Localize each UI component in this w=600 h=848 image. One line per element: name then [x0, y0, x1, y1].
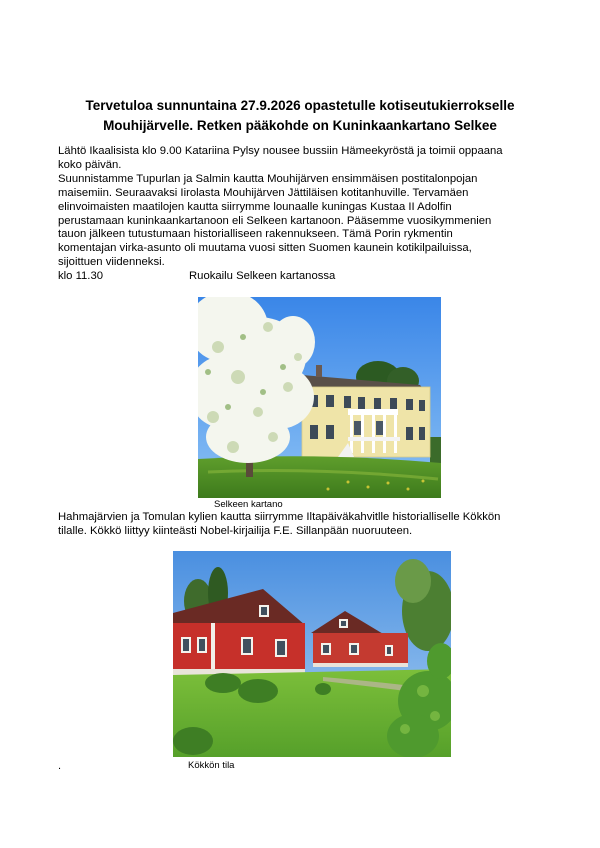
title-line-1: Tervetuloa sunnuntaina 27.9.2026 opastetulle kotiseutukierrokselle — [85, 98, 515, 113]
text-line: sijoittuen viidenneksi. — [58, 256, 165, 269]
afternoon-paragraph — [58, 511, 500, 539]
kokko-photo-caption: Kökkön tila — [188, 760, 235, 771]
stray-dot: . — [58, 760, 62, 772]
schedule-event: Ruokailu Selkeen kartanossa — [189, 270, 336, 282]
kokko-farm-photo — [173, 551, 451, 757]
text-line: tauon jälkeen tutustumaan historialliseen rakennukseen. Tämä Porin rykmentin — [58, 228, 453, 241]
text-line: tilalle. Kökkö liittyy kiinteästi Nobel-kirjailija F.E. Sillanpään nuoruuteen. — [58, 524, 413, 537]
text-line: Hahmajärvien ja Tomulan kylien kautta siirrymme Iltapäiväkahvitlle historialliselle Kökkön — [58, 511, 501, 523]
text-line: elinvoimaisten maatilojen kautta siirrymme lounaalle kuningas Kustaa II Adolfin — [58, 200, 452, 213]
page-title — [50, 96, 550, 136]
title-line-2: Mouhijärvelle. Retken pääkohde on Kuninkaankartano Selkee — [103, 118, 497, 133]
text-line: Lähtö Ikaalisista klo 9.00 Katariina Pylsy nousee bussiin Hämeekyröstä ja toimii oppaana — [58, 145, 503, 157]
selkee-photo-caption: Selkeen kartano — [214, 499, 283, 510]
text-line: perustamaan kuninkaankartanoon eli Selkeen kartanoon. Pääsemme vuosikymmenien — [58, 214, 492, 227]
text-line: komentajan virka-asunto oli muutama vuosi sitten Suomen kaunein kotikilpailuissa, — [58, 242, 472, 255]
text-line: Suunnistamme Tupurlan ja Salmin kautta Mouhijärven ensimmäisen postitalonpojan — [58, 172, 478, 185]
intro-paragraph — [58, 145, 503, 270]
text-line: maisemiin. Seuraavaksi Iirolasta Mouhijärven Jättiläisen kotitanhuville. Tervamäen — [58, 186, 469, 199]
selkee-manor-photo — [198, 297, 441, 498]
schedule-time: klo 11.30 — [58, 270, 104, 282]
text-line: koko päivän. — [58, 158, 122, 171]
